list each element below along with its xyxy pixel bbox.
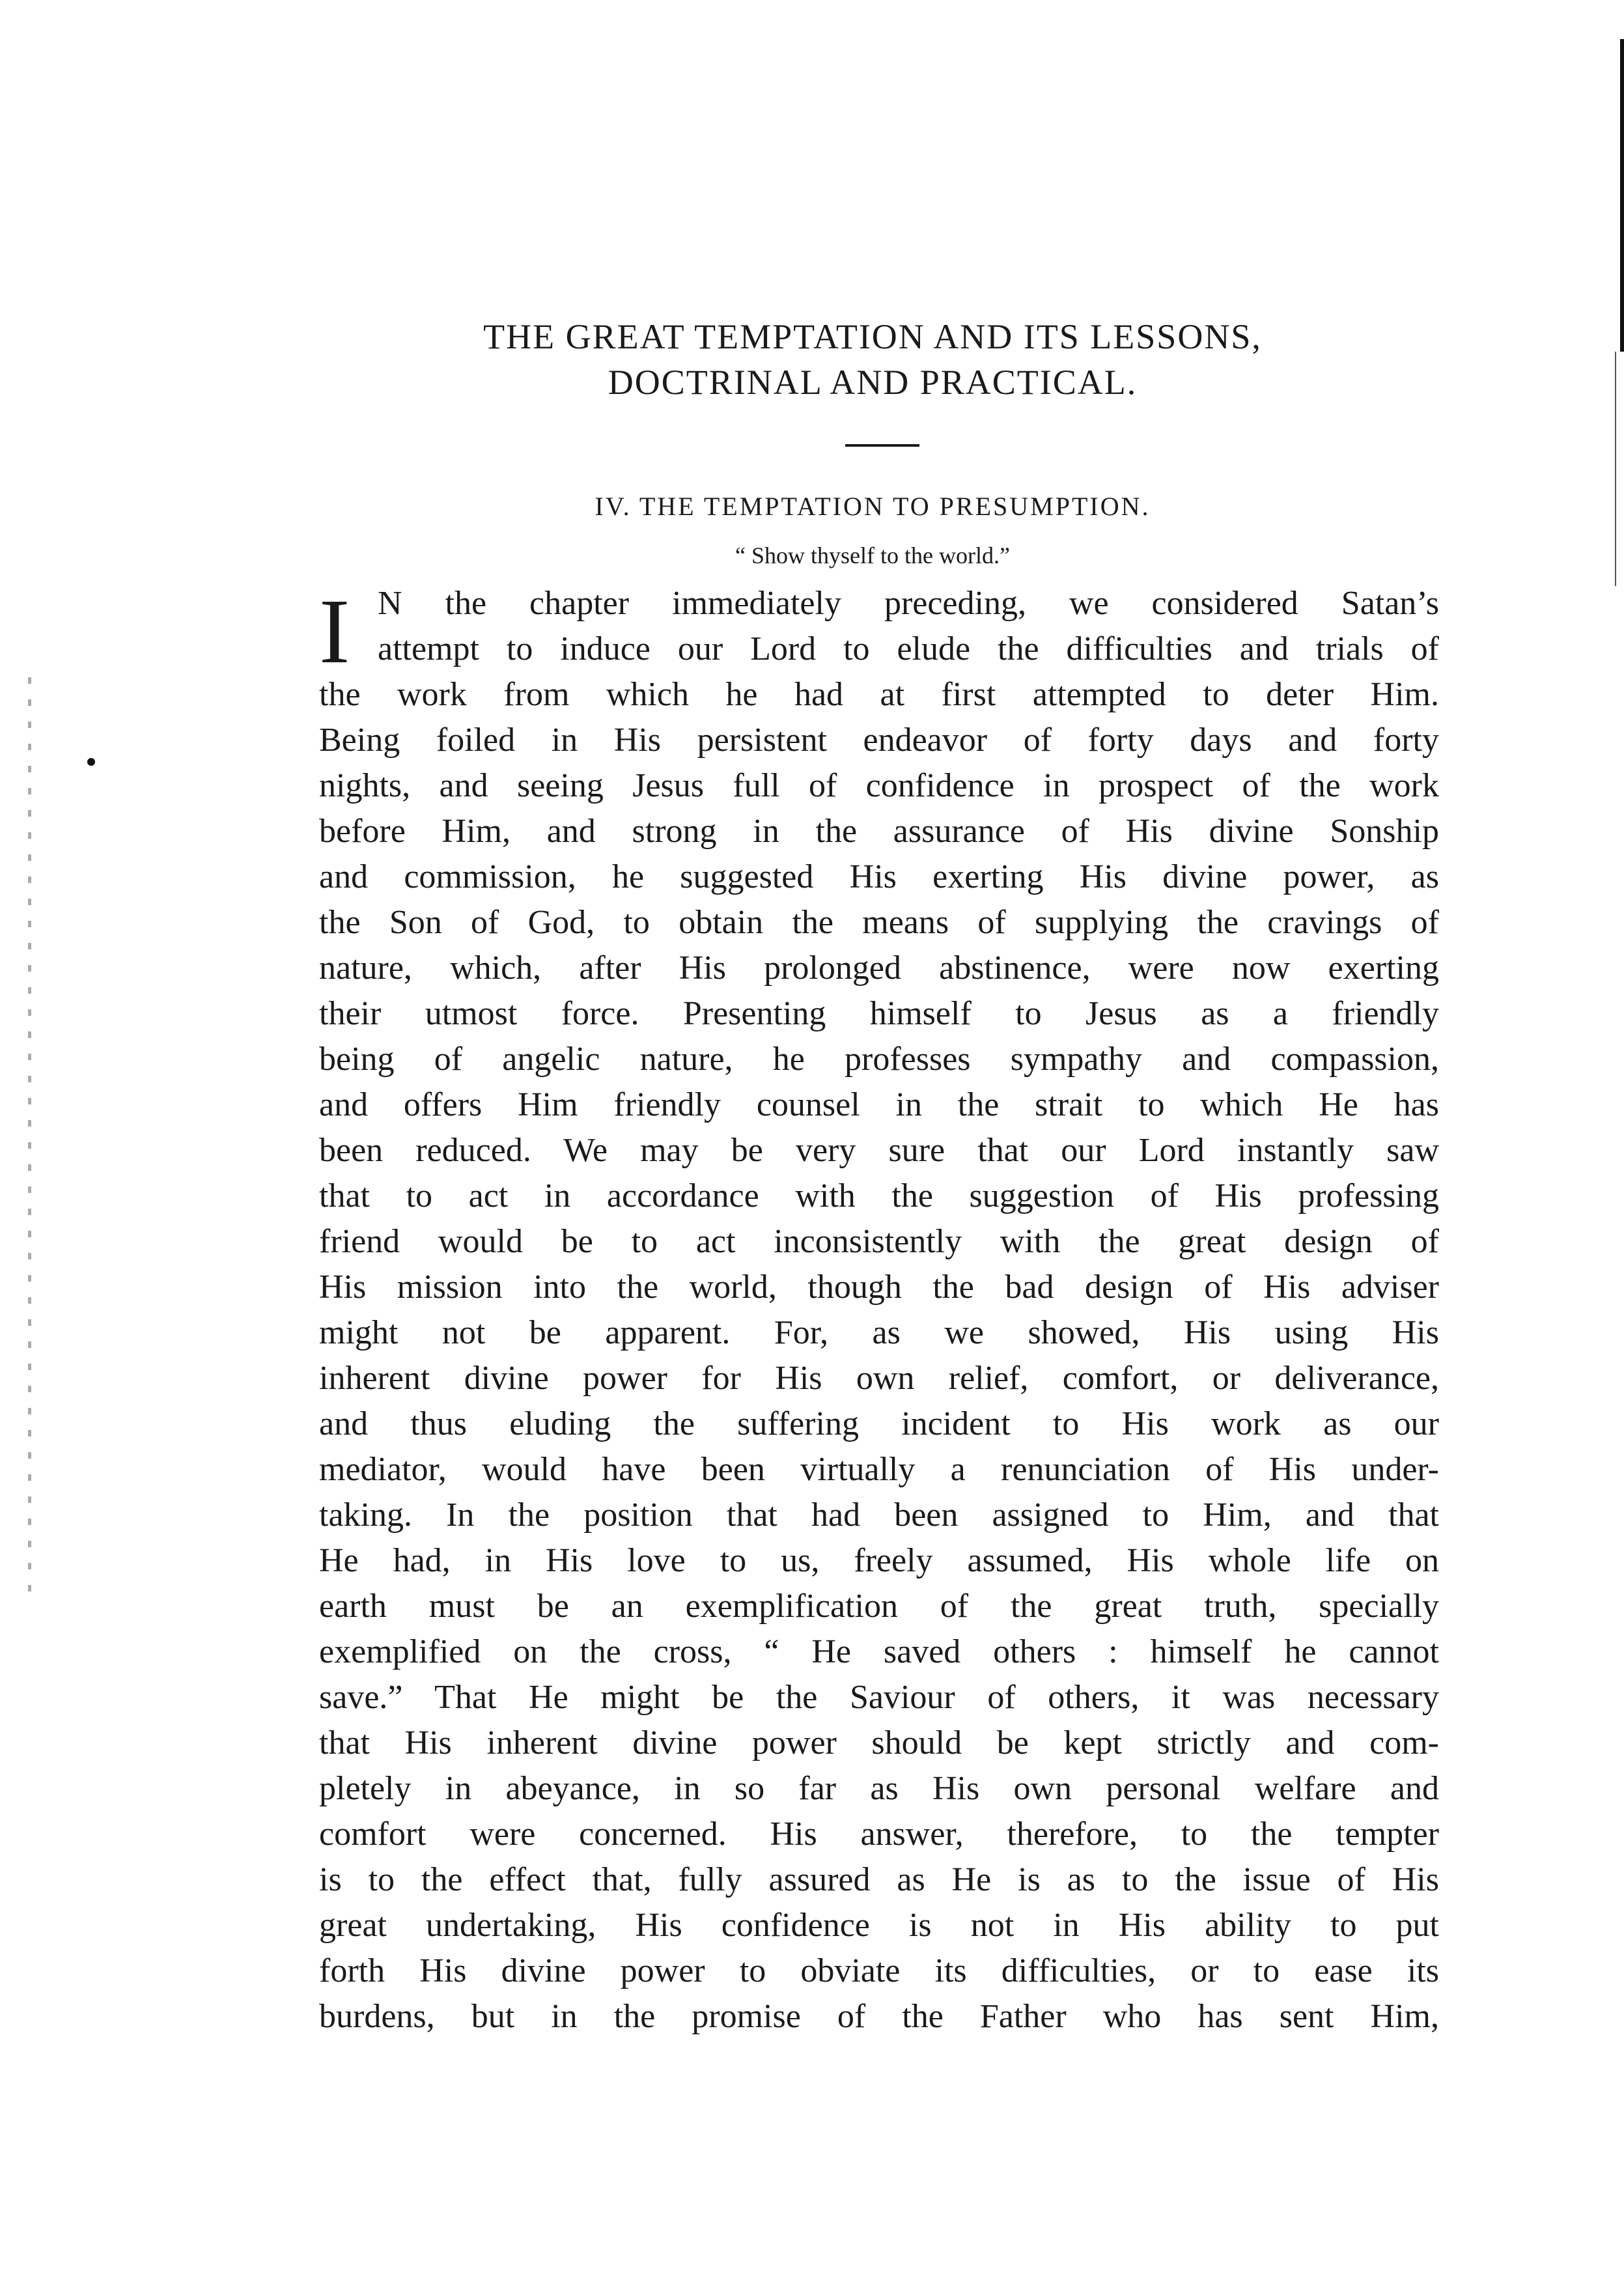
body-line: that to act in accordance with the suggestion of His professing (319, 1177, 1439, 1214)
drop-cap-initial: I (319, 580, 350, 682)
body-line: before Him, and strong in the assurance of His divine Sonship (319, 813, 1439, 850)
body-line: burdens, but in the promise of the Father who has sent Him, (319, 1998, 1439, 2035)
body-line: great undertaking, His confidence is not in His ability to put (319, 1907, 1439, 1944)
chapter-title-line-2: DOCTRINAL AND PRACTICAL. (608, 363, 1138, 402)
chapter-title-line-1: THE GREAT TEMPTATION AND ITS LESSONS, (483, 317, 1262, 356)
epigraph-quote: “ Show thyself to the world.” (735, 542, 1010, 568)
body-line: Being foiled in His persistent endeavor of forty days and forty (319, 722, 1439, 759)
body-line: His mission into the world, though the bad design of His adviser (319, 1269, 1439, 1306)
body-line: their utmost force. Presenting himself to Jesus as a friendly (319, 995, 1439, 1032)
body-line: forth His divine power to obviate its difficulties, or to ease its (319, 1952, 1439, 1989)
body-paragraph (319, 581, 1439, 2040)
body-line: being of angelic nature, he professes sympathy and compassion, (319, 1041, 1439, 1078)
body-line: might not be apparent. For, as we showed, His using His (319, 1314, 1439, 1351)
body-line: pletely in abeyance, in so far as His own personal welfare and (319, 1770, 1439, 1807)
body-line: mediator, would have been virtually a renunciation of His under- (319, 1451, 1439, 1488)
body-line: attempt to induce our Lord to elude the difficulties and trials of (378, 630, 1439, 667)
body-line: taking. In the position that had been assigned to Him, and that (319, 1496, 1439, 1534)
scan-gutter-marks (23, 677, 36, 1602)
body-line: N the chapter immediately preceding, we considered Satan’s (378, 585, 1439, 622)
title-divider-rule (845, 444, 919, 447)
body-line: the Son of God, to obtain the means of supplying the cravings of (319, 904, 1439, 941)
body-line: and commission, he suggested His exerting His divine power, as (319, 858, 1439, 895)
body-line: that His inherent divine power should be kept strictly and com- (319, 1724, 1439, 1761)
body-line: and thus eluding the suffering incident to His work as our (319, 1405, 1439, 1442)
body-line: been reduced. We may be very sure that our Lord instantly saw (319, 1132, 1439, 1169)
scan-binding-shadow (1615, 352, 1616, 586)
body-line: inherent divine power for His own relief, comfort, or deliverance, (319, 1360, 1439, 1397)
body-line: friend would be to act inconsistently with the great design of (319, 1223, 1439, 1260)
body-line: He had, in His love to us, freely assumed, His whole life on (319, 1542, 1439, 1579)
body-line: exemplified on the cross, “ He saved others : himself he cannot (319, 1633, 1439, 1670)
body-line: is to the effect that, fully assured as He is as to the issue of His (319, 1861, 1439, 1898)
body-line: save.” That He might be the Saviour of others, it was necessary (319, 1679, 1439, 1716)
body-line: and offers Him friendly counsel in the strait to which He has (319, 1086, 1439, 1123)
body-line: earth must be an exemplification of the great truth, specially (319, 1588, 1439, 1625)
body-line: the work from which he had at first attempted to deter Him. (319, 676, 1439, 713)
body-line: comfort were concerned. His answer, therefore, to the tempter (319, 1816, 1439, 1853)
section-heading: IV. THE TEMPTATION TO PRESUMPTION. (595, 492, 1151, 521)
scan-binding-edge (1620, 39, 1624, 352)
body-line: nature, which, after His prolonged abstinence, were now exerting (319, 949, 1439, 987)
scan-stray-dot (87, 758, 95, 766)
body-line: nights, and seeing Jesus full of confidence in prospect of the work (319, 767, 1439, 804)
chapter-title (313, 314, 1433, 405)
